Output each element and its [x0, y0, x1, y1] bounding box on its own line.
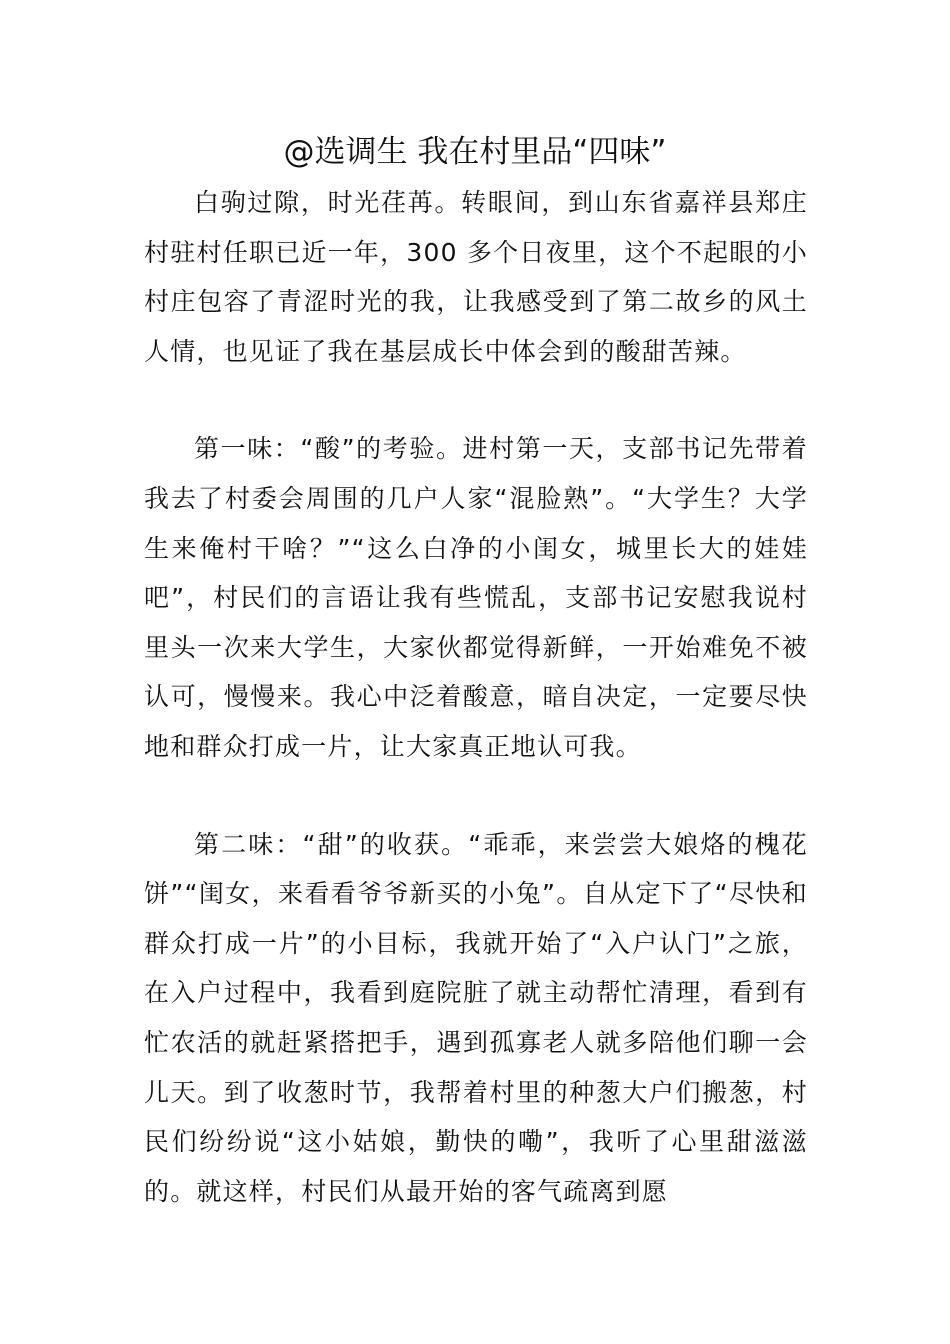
paragraph-sweet: 第二味：“甜”的收获。“乖乖，来尝尝大娘烙的槐花饼”“闺女，来看看爷爷新买的小兔”。自从定下了“尽快和群众打成一片”的小目标，我就开始了“入户认门”之旅，在入户过程中，我看到庭院脏了就主动帮忙清理，看到有忙农活的就赶紧搭把手，遇到孤寡老人就多陪他们聊一会儿天。到了收葱时节，我帮着村里的种葱大户们搬葱，村民们纷纷说“这小姑娘，勤快的嘞”，我听了心里甜滋滋的。就这样，村民们从最开始的客气疏离到愿: [144, 829, 808, 1206]
document-title: @选调生 我在村里品“四味”: [283, 134, 667, 170]
paragraph-sour: 第一味：“酸”的考验。进村第一天，支部书记先带着我去了村委会周围的几户人家“混脸熟”。“大学生？大学生来俺村干啥？”“这么白净的小闺女，城里长大的娃娃吧”，村民们的言语让我有些慌乱，支部书记安慰我说村里头一次来大学生，大家伙都觉得新鲜，一开始难免不被认可，慢慢来。我心中泛着酸意，暗自决定，一定要尽快地和群众打成一片，让大家真正地认可我。: [144, 434, 808, 761]
paragraph-intro: 白驹过隙，时光荏苒。转眼间，到山东省嘉祥县郑庄村驻村任职已近一年，300 多个日夜里，这个不起眼的小村庄包容了青涩时光的我，让我感受到了第二故乡的风土人情，也见证了我在基层成长中体会到的酸甜苦辣。: [144, 188, 808, 366]
document-body: [144, 178, 808, 1216]
